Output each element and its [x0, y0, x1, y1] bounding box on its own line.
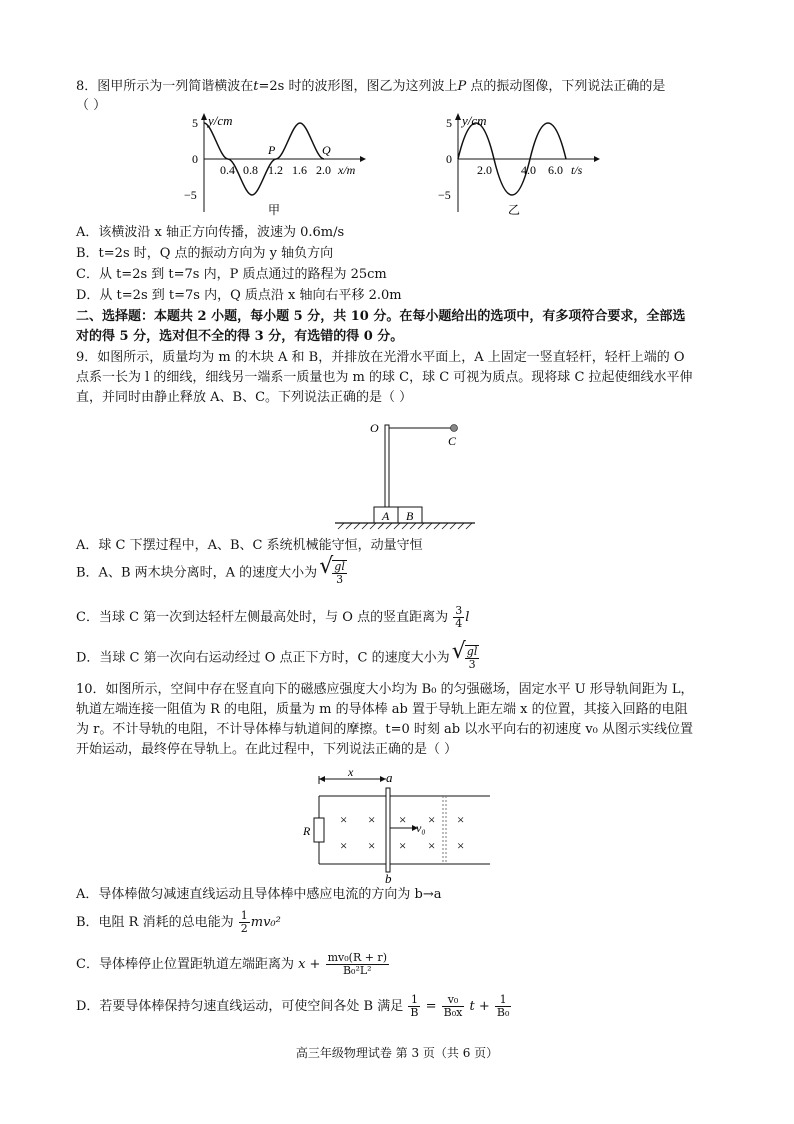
- q10-option-d: D．若要导体棒保持匀速直线运动，可使空间各处 B 满足 $\frac{1}{B}$ = $\frac{\text{v₀}}{\text{B₀x}}$ t + $\frac{1}{\text{B₀}}$: [76, 993, 510, 1019]
- jia-point-p: P: [268, 143, 276, 157]
- q10-velocity-v0: v₀: [416, 821, 426, 835]
- q10-resistor-r: R: [303, 824, 311, 838]
- q10-stem-line4: 开始运动，最终停在导轨上。在此过程中，下列说法正确的是（ ）: [76, 742, 458, 757]
- section2-line2: 对的得 5 分，选对但不全的得 3 分，有选错的得 0 分。: [76, 329, 404, 344]
- q10-option-b: B．电阻 R 消耗的总电能为 $\frac{1}{2}$ mv₀²: [76, 909, 281, 935]
- q8-option-b: B．t=2s 时，Q 点的振动方向为 y 轴负方向: [76, 246, 334, 261]
- yi-ylabel: y/cm: [462, 113, 487, 128]
- cross-icon: ×: [457, 812, 465, 827]
- q9-block-a: A: [382, 509, 390, 523]
- q9-option-c: C．当球 C 第一次到达轻杆左侧最高处时，与 O 点的竖直距离为 $\frac{3}{4}$ l: [76, 604, 470, 630]
- section2-line1: 二、选择题：本题共 2 小题，每小题 5 分，共 10 分。在每小题给出的选项中，有多项符合要求，全部选: [76, 309, 686, 324]
- q8-option-d: D．从 t=2s 到 t=7s 内，Q 质点沿 x 轴向右平移 2.0m: [76, 288, 402, 303]
- jia-ytick-neg5: −5: [184, 188, 197, 202]
- jia-ylabel: y/cm: [208, 113, 233, 128]
- q8-stem: 8．图甲所示为一列简谐横波在t=2s 时的波形图，图乙为这列波上P 点的振动图像，下列说法正确的是: [76, 79, 666, 94]
- jia-xlabel: x/m: [338, 163, 356, 177]
- q10-label-a: a: [386, 770, 393, 785]
- yi-ytick-neg5: −5: [438, 188, 451, 202]
- q9-figure: [330, 415, 480, 535]
- cross-icon: ×: [340, 838, 348, 853]
- yi-xlabel: t/s: [571, 163, 583, 177]
- page-footer: 高三年级物理试卷 第 3 页（共 6 页）: [295, 1046, 499, 1060]
- cross-icon: ×: [399, 838, 407, 853]
- yi-xtick-4.0: 4.0: [521, 163, 536, 177]
- jia-xtick-1.2: 1.2: [268, 163, 283, 177]
- q9-point-o: O: [370, 421, 379, 435]
- cross-icon: ×: [428, 838, 436, 853]
- q9-option-a: A．球 C 下摆过程中，A、B、C 系统机械能守恒，动量守恒: [76, 538, 423, 553]
- jia-xtick-0.8: 0.8: [243, 163, 258, 177]
- cross-icon: ×: [457, 838, 465, 853]
- jia-caption: 甲: [268, 203, 281, 217]
- cross-icon: ×: [340, 812, 348, 827]
- q8-option-a: A．该横波沿 x 轴正方向传播，波速为 0.6m/s: [76, 225, 345, 240]
- yi-caption: 乙: [508, 203, 521, 217]
- jia-xtick-0.4: 0.4: [220, 163, 235, 177]
- cross-icon: ×: [368, 812, 376, 827]
- cross-icon: ×: [428, 812, 436, 827]
- q8-answer-paren: （ ）: [76, 98, 107, 113]
- jia-ytick-5: 5: [192, 116, 198, 130]
- wave-graph-jia: [180, 112, 370, 217]
- q9-block-b: B: [406, 509, 414, 523]
- q10-stem-line2: 轨道左端连接一阻值为 R 的电阻，质量为 m 的导体棒 ab 置于导轨上距左端 x 的位置，其接入回路的电阻: [76, 702, 688, 717]
- q9-stem-line3: 直，并同时由静止释放 A、B、C。下列说法正确的是（ ）: [76, 390, 413, 405]
- cross-icon: ×: [368, 838, 376, 853]
- cross-icon: ×: [399, 812, 407, 827]
- jia-point-q: Q: [322, 143, 331, 157]
- q9-stem-line1: 9．如图所示，质量均为 m 的木块 A 和 B，并排放在光滑水平面上，A 上固定一竖直轻杆，轻杆上端的 O: [76, 350, 685, 365]
- q9-ball-c: C: [448, 434, 457, 448]
- q10-option-a: A．导体棒做匀减速直线运动且导体棒中感应电流的方向为 b→a: [76, 887, 442, 902]
- q9-stem-line2: 点系一长为 l 的细线，细线另一端系一质量也为 m 的球 C，球 C 可视为质点。现将球 C 拉起使细线水平伸: [76, 370, 693, 385]
- jia-ytick-0: 0: [192, 152, 198, 166]
- jia-xtick-2.0: 2.0: [316, 163, 331, 177]
- q10-label-b: b: [385, 871, 392, 884]
- q10-stem-line1: 10．如图所示，空间中存在竖直向下的磁感应强度大小均为 B₀ 的匀强磁场，固定水平 U 形导轨间距为 L，: [76, 682, 694, 697]
- vibration-graph-yi: [436, 112, 606, 217]
- q10-figure: [300, 766, 500, 884]
- q10-stem-line3: 为 r。不计导轨的电阻，不计导体棒与轨道间的摩擦。t=0 时刻 ab 以水平向右的初速度 v₀ 从图示实线位置: [76, 722, 694, 737]
- q10-label-x: x: [348, 766, 354, 779]
- yi-ytick-5: 5: [446, 116, 452, 130]
- q10-option-c: C．导体棒停止位置距轨道左端距离为 x + $\frac{\text{mv₀(R + r)}}{\text{B₀²L²}}$: [76, 951, 387, 977]
- q9-option-d: D．当球 C 第一次向右运动经过 O 点正下方时，C 的速度大小为 √ $\frac{gl}{3}$: [76, 645, 480, 671]
- jia-xtick-1.6: 1.6: [292, 163, 307, 177]
- yi-xtick-6.0: 6.0: [548, 163, 563, 177]
- q8-option-c: C．从 t=2s 到 t=7s 内，P 质点通过的路程为 25cm: [76, 267, 387, 282]
- q9-option-b: B．A、B 两木块分离时，A 的速度大小为 √ $\frac{gl}{3}$: [76, 560, 348, 586]
- yi-xtick-2.0: 2.0: [477, 163, 492, 177]
- yi-ytick-0: 0: [446, 152, 452, 166]
